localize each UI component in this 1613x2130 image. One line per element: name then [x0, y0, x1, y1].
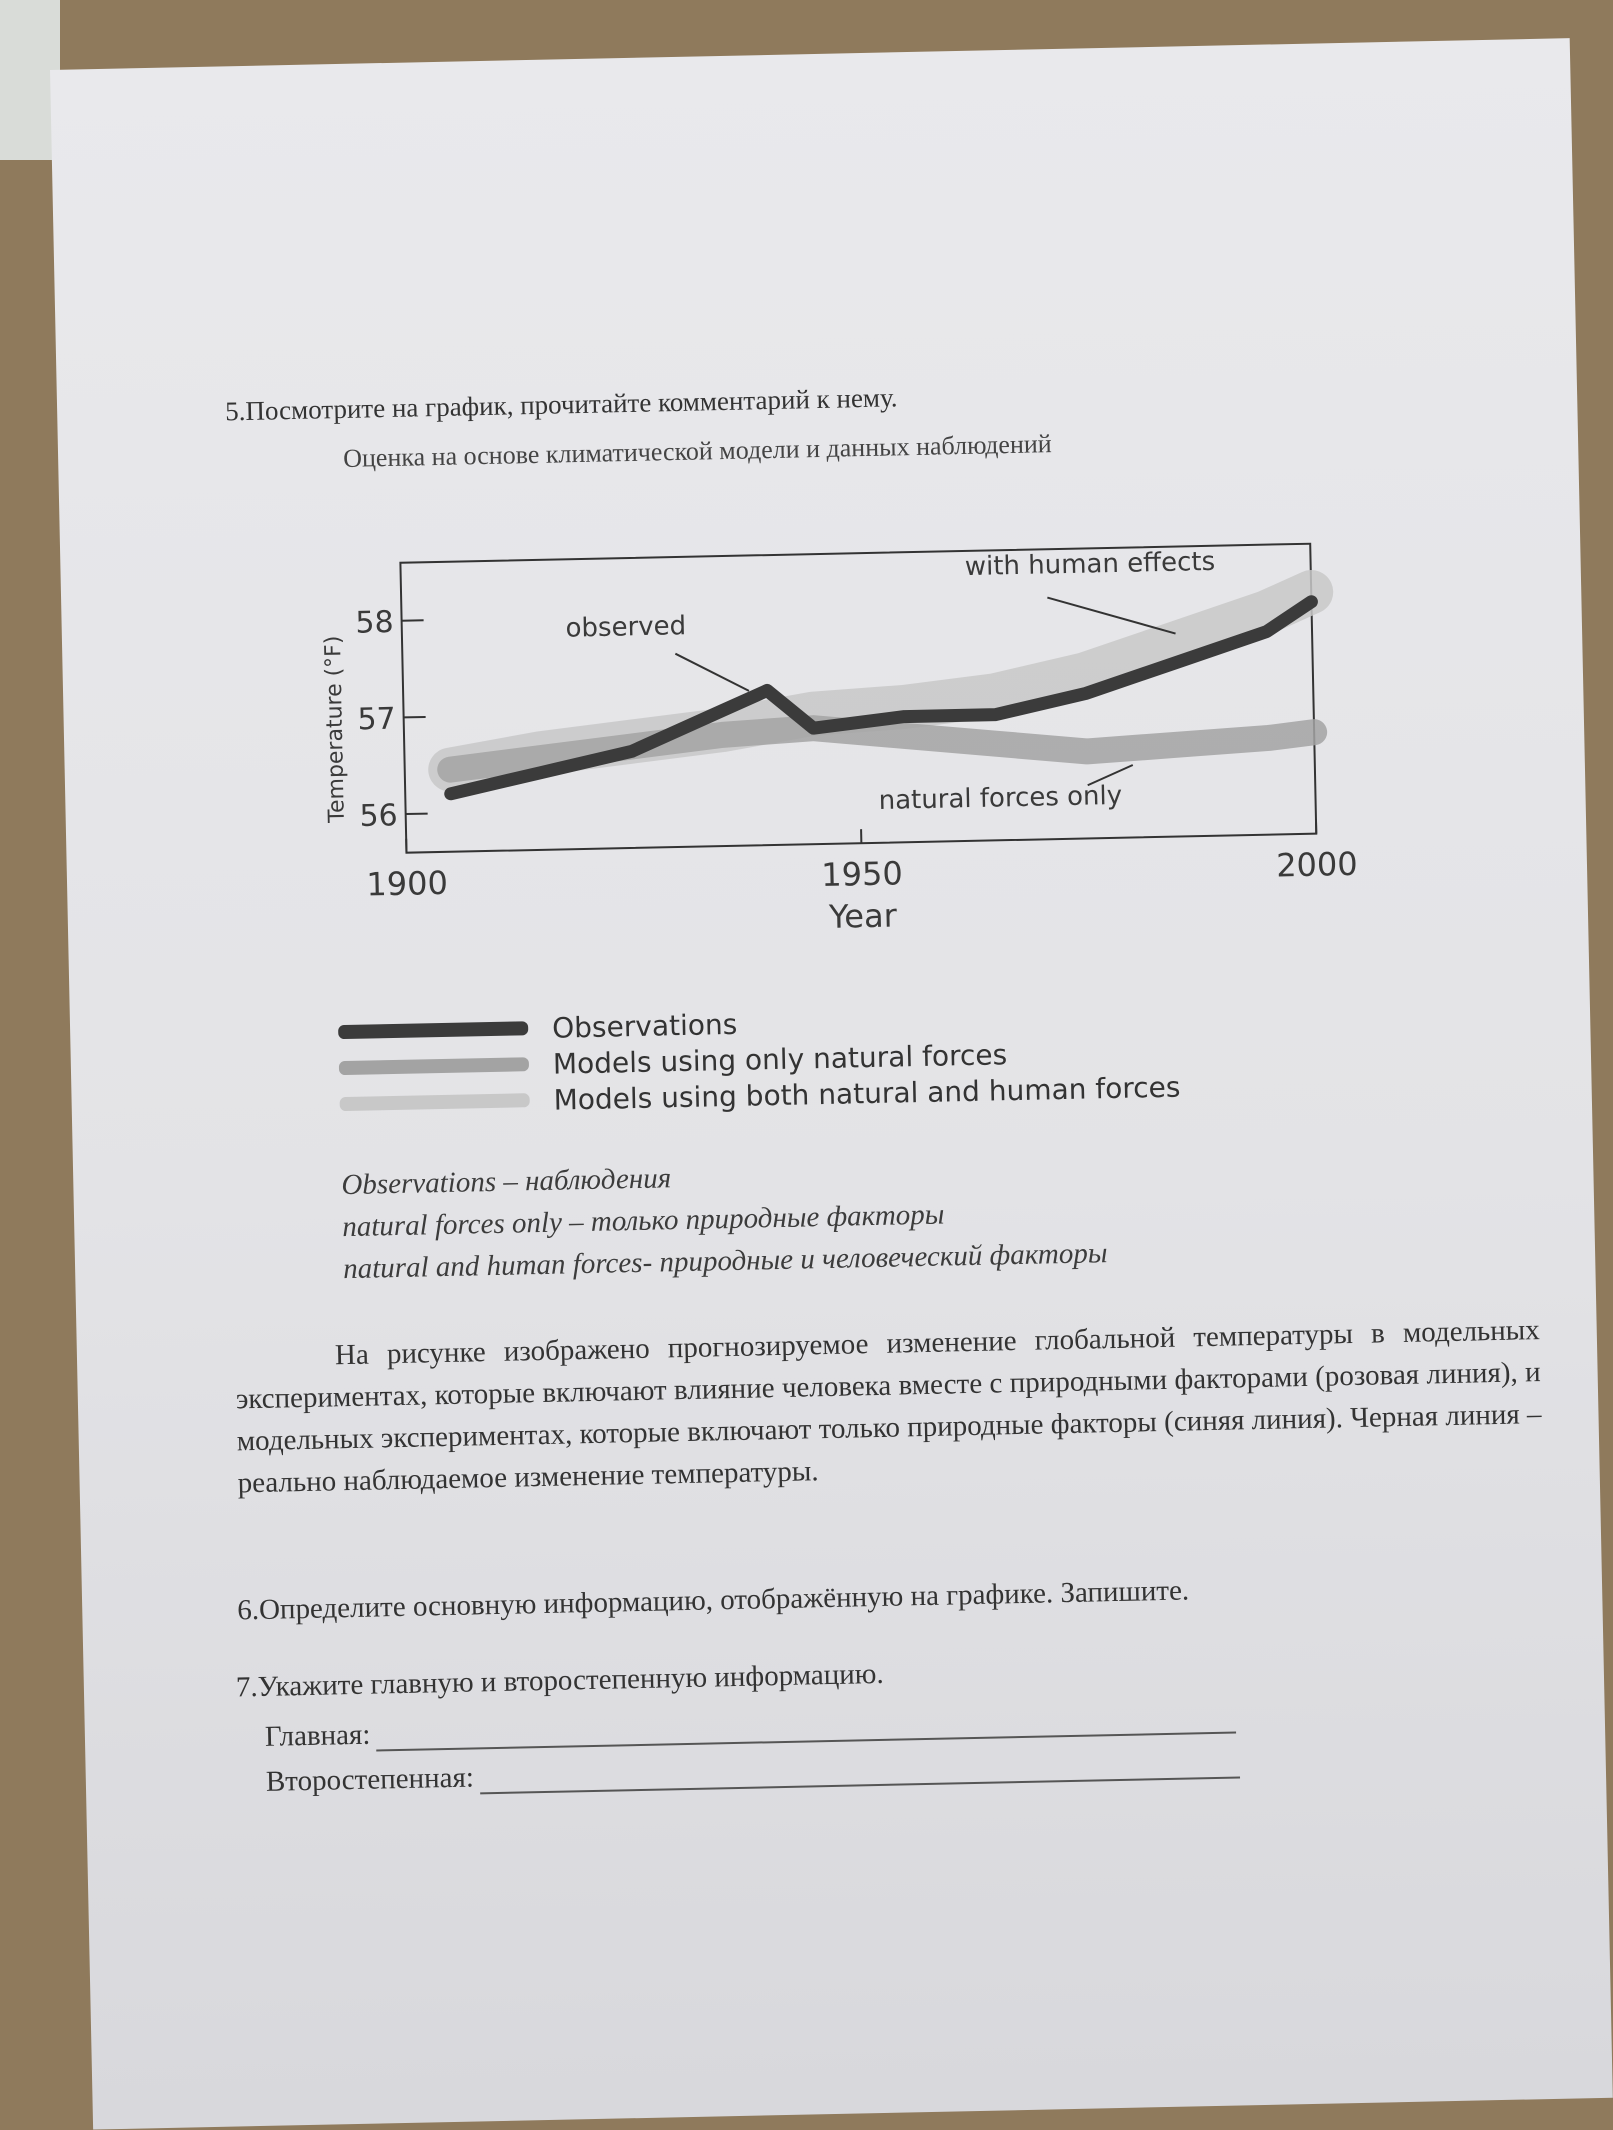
annotation-observed-arrow	[675, 652, 749, 692]
y-tick-label: 56	[359, 798, 398, 834]
legend-label: Observations	[552, 1007, 738, 1044]
annotation-observed: observed	[565, 611, 686, 644]
glossary	[341, 1148, 1108, 1290]
secondary-label: Второстепенная:	[266, 1762, 475, 1799]
main-answer-field[interactable]	[265, 1701, 1237, 1754]
y-tick-label: 57	[357, 702, 396, 738]
glossary-item: natural forces only – только природные факторы	[342, 1190, 1107, 1248]
legend-label: Models using only natural forces	[553, 1038, 1008, 1081]
y-axis	[320, 604, 428, 834]
temperature-chart	[320, 544, 1329, 1005]
annotation-human-effects: with human effects	[964, 547, 1215, 582]
x-tick-label: 1900	[366, 864, 448, 904]
secondary-answer-line[interactable]	[480, 1748, 1240, 1794]
x-axis	[365, 819, 1358, 946]
main-answer-line[interactable]	[376, 1704, 1236, 1752]
main-label: Главная:	[265, 1719, 371, 1754]
explanation-paragraph: На рисунке изображено прогнозируемое изменение глобальной температуры в модельных экспериментах, которые включают влияние человека вместе с природными факторами (розовая линия), и модельных экспериментах, которые включают только природные факторы (синяя линия). Черная линия – реально наблюдаемое изменение температуры.	[235, 1309, 1543, 1504]
chart-heading: Оценка на основе климатической модели и данных наблюдений	[343, 429, 1052, 474]
chart-legend	[338, 997, 1181, 1123]
question-6: 6.Определите основную информацию, отображённую на графике. Запишите.	[237, 1574, 1190, 1627]
legend-label: Models using both natural and human forces	[553, 1070, 1180, 1116]
question-7: 7.Укажите главную и второстепенную информацию.	[236, 1658, 884, 1705]
y-tick-label: 58	[355, 605, 394, 641]
x-axis-label: Year	[828, 896, 898, 935]
legend-swatch-natural	[339, 1057, 529, 1075]
glossary-item: Observations – наблюдения	[341, 1148, 1106, 1206]
x-tick-label: 2000	[1276, 845, 1358, 885]
glossary-item: natural and human forces- природные и человеческий факторы	[343, 1232, 1108, 1290]
y-axis-label: Temperature (°F)	[321, 635, 350, 824]
secondary-answer-field[interactable]	[266, 1745, 1240, 1798]
legend-swatch-human	[340, 1093, 530, 1111]
legend-swatch-observations	[338, 1021, 528, 1039]
annotation-natural-only: natural forces only	[878, 781, 1122, 816]
worksheet-page	[50, 38, 1613, 2129]
x-tick-label: 1950	[821, 854, 903, 894]
question-5: 5.Посмотрите на график, прочитайте комментарий к нему.	[225, 382, 898, 427]
